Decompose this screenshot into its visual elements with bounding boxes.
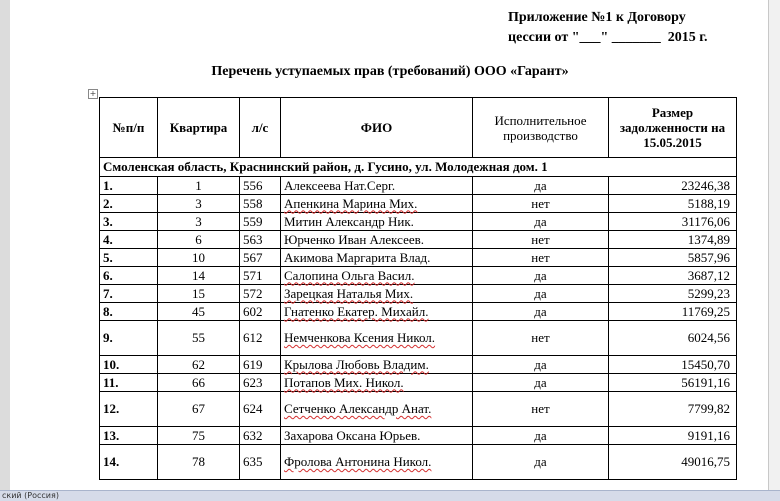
cell-enforcement: да bbox=[473, 374, 609, 392]
cell-num: 4. bbox=[100, 231, 158, 249]
cell-account: 619 bbox=[240, 356, 281, 374]
table-header-row bbox=[100, 98, 737, 158]
table-row bbox=[100, 321, 737, 356]
cell-apartment: 6 bbox=[158, 231, 240, 249]
table-row bbox=[100, 303, 737, 321]
table-row bbox=[100, 392, 737, 427]
cell-apartment: 14 bbox=[158, 267, 240, 285]
table-row bbox=[100, 445, 737, 480]
table-row bbox=[100, 249, 737, 267]
header-enforcement: Исполнительное производство bbox=[473, 98, 609, 158]
header-debt: Размер задолженности на 15.05.2015 bbox=[609, 98, 737, 158]
table-row bbox=[100, 356, 737, 374]
cell-name: Сетченко Александр Анат. bbox=[281, 392, 473, 427]
cell-apartment: 67 bbox=[158, 392, 240, 427]
cell-enforcement: нет bbox=[473, 249, 609, 267]
cell-enforcement: да bbox=[473, 356, 609, 374]
cell-enforcement: да bbox=[473, 267, 609, 285]
cell-name: Фролова Антонина Никол. bbox=[281, 445, 473, 480]
appendix-line-2: цессии от "___" _______ 2015 г. bbox=[508, 30, 708, 45]
cell-num: 3. bbox=[100, 213, 158, 231]
cell-debt: 56191,16 bbox=[609, 374, 737, 392]
cell-name: Юрченко Иван Алексеев. bbox=[281, 231, 473, 249]
cell-account: 563 bbox=[240, 231, 281, 249]
cell-enforcement: да bbox=[473, 445, 609, 480]
cell-num: 14. bbox=[100, 445, 158, 480]
appendix-header bbox=[508, 8, 758, 48]
claims-table bbox=[99, 97, 737, 480]
cell-num: 1. bbox=[100, 177, 158, 195]
document-title: Перечень уступаемых прав (требований) ООО «Гарант» bbox=[211, 64, 569, 79]
appendix-line-1: Приложение №1 к Договору bbox=[508, 10, 686, 25]
cell-debt: 3687,12 bbox=[609, 267, 737, 285]
region-row bbox=[100, 158, 737, 177]
cell-apartment: 78 bbox=[158, 445, 240, 480]
cell-account: 632 bbox=[240, 427, 281, 445]
cell-apartment: 45 bbox=[158, 303, 240, 321]
language-indicator[interactable]: ский (Россия) bbox=[2, 491, 59, 500]
cell-name: Захарова Оксана Юрьев. bbox=[281, 427, 473, 445]
cell-apartment: 75 bbox=[158, 427, 240, 445]
table-row bbox=[100, 374, 737, 392]
cell-account: 571 bbox=[240, 267, 281, 285]
header-apartment: Квартира bbox=[158, 98, 240, 158]
status-bar bbox=[0, 490, 780, 501]
table-row bbox=[100, 177, 737, 195]
cell-account: 602 bbox=[240, 303, 281, 321]
cell-account: 572 bbox=[240, 285, 281, 303]
cell-apartment: 3 bbox=[158, 213, 240, 231]
cell-debt: 7799,82 bbox=[609, 392, 737, 427]
cell-enforcement: нет bbox=[473, 321, 609, 356]
header-num: №п/п bbox=[100, 98, 158, 158]
cell-account: 559 bbox=[240, 213, 281, 231]
cell-debt: 1374,89 bbox=[609, 231, 737, 249]
cell-num: 7. bbox=[100, 285, 158, 303]
cell-debt: 5299,23 bbox=[609, 285, 737, 303]
cell-debt: 5188,19 bbox=[609, 195, 737, 213]
cell-enforcement: да bbox=[473, 427, 609, 445]
cell-num: 9. bbox=[100, 321, 158, 356]
cell-debt: 49016,75 bbox=[609, 445, 737, 480]
table-row bbox=[100, 195, 737, 213]
cell-name: Потапов Мих. Никол. bbox=[281, 374, 473, 392]
cell-name: Апенкина Марина Мих. bbox=[281, 195, 473, 213]
cell-debt: 31176,06 bbox=[609, 213, 737, 231]
cell-debt: 23246,38 bbox=[609, 177, 737, 195]
cell-account: 635 bbox=[240, 445, 281, 480]
cell-account: 558 bbox=[240, 195, 281, 213]
cell-apartment: 3 bbox=[158, 195, 240, 213]
cell-apartment: 10 bbox=[158, 249, 240, 267]
cell-enforcement: нет bbox=[473, 231, 609, 249]
cell-enforcement: нет bbox=[473, 195, 609, 213]
cell-apartment: 15 bbox=[158, 285, 240, 303]
cell-account: 624 bbox=[240, 392, 281, 427]
cell-enforcement: да bbox=[473, 213, 609, 231]
cell-num: 5. bbox=[100, 249, 158, 267]
cell-account: 612 bbox=[240, 321, 281, 356]
cell-debt: 11769,25 bbox=[609, 303, 737, 321]
cell-num: 13. bbox=[100, 427, 158, 445]
cell-num: 10. bbox=[100, 356, 158, 374]
cell-name: Гнатенко Екатер. Михайл. bbox=[281, 303, 473, 321]
cell-enforcement: да bbox=[473, 177, 609, 195]
table-row bbox=[100, 427, 737, 445]
cell-name: Зарецкая Наталья Мих. bbox=[281, 285, 473, 303]
cell-num: 11. bbox=[100, 374, 158, 392]
cell-num: 8. bbox=[100, 303, 158, 321]
cell-name: Крылова Любовь Владим. bbox=[281, 356, 473, 374]
cell-num: 6. bbox=[100, 267, 158, 285]
cell-apartment: 62 bbox=[158, 356, 240, 374]
table-row bbox=[100, 267, 737, 285]
cell-debt: 9191,16 bbox=[609, 427, 737, 445]
cell-account: 567 bbox=[240, 249, 281, 267]
table-row bbox=[100, 213, 737, 231]
cell-num: 2. bbox=[100, 195, 158, 213]
cell-enforcement: да bbox=[473, 303, 609, 321]
cell-account: 556 bbox=[240, 177, 281, 195]
cell-debt: 15450,70 bbox=[609, 356, 737, 374]
cell-apartment: 1 bbox=[158, 177, 240, 195]
header-account: л/с bbox=[240, 98, 281, 158]
cell-enforcement: нет bbox=[473, 392, 609, 427]
cell-apartment: 55 bbox=[158, 321, 240, 356]
region-cell: Смоленская область, Краснинский район, д. Гусино, ул. Молодежная дом. 1 bbox=[100, 158, 737, 177]
cell-name: Алексеева Нат.Серг. bbox=[281, 177, 473, 195]
cell-name: Митин Александр Ник. bbox=[281, 213, 473, 231]
table-move-handle-icon[interactable]: + bbox=[89, 89, 97, 98]
table-row bbox=[100, 231, 737, 249]
header-name: ФИО bbox=[281, 98, 473, 158]
cell-debt: 5857,96 bbox=[609, 249, 737, 267]
cell-num: 12. bbox=[100, 392, 158, 427]
cell-enforcement: да bbox=[473, 285, 609, 303]
cell-debt: 6024,56 bbox=[609, 321, 737, 356]
table-row bbox=[100, 285, 737, 303]
cell-name: Акимова Маргарита Влад. bbox=[281, 249, 473, 267]
cell-apartment: 66 bbox=[158, 374, 240, 392]
cell-name: Салопина Ольга Васил. bbox=[281, 267, 473, 285]
cell-account: 623 bbox=[240, 374, 281, 392]
cell-name: Немченкова Ксения Никол. bbox=[281, 321, 473, 356]
